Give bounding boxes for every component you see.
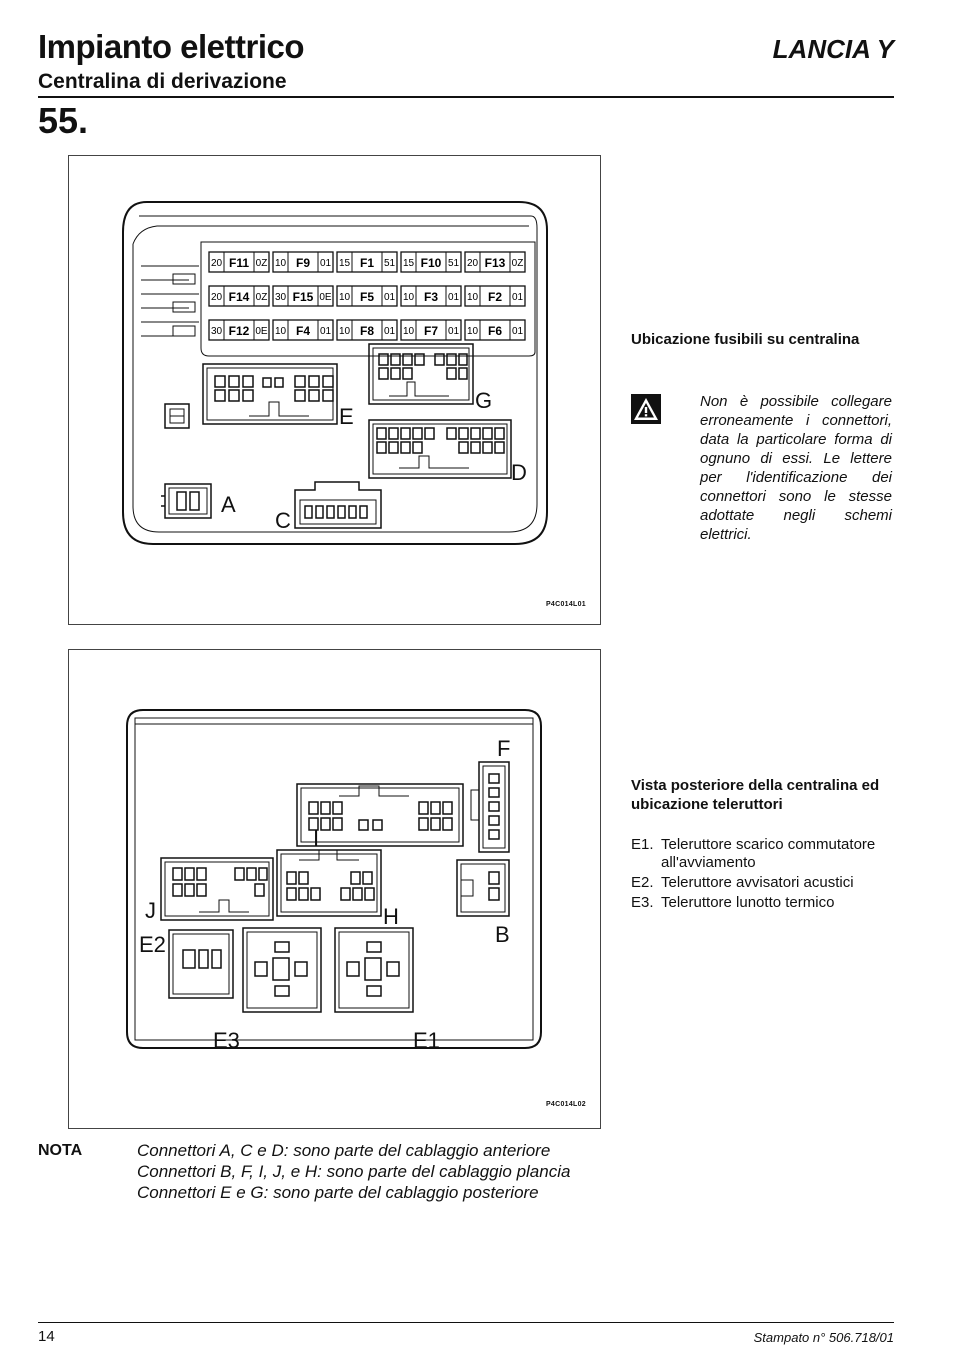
nota-label: NOTA	[38, 1142, 83, 1159]
relay-e3	[243, 928, 321, 1012]
fuse-amp-label: 10	[402, 292, 415, 303]
figure-fuse-box	[68, 155, 601, 625]
fuse-f4	[273, 320, 333, 340]
connector-e	[203, 364, 337, 424]
connector-b-label: B	[495, 922, 510, 947]
fuse-name-label: F4	[295, 324, 311, 338]
fuse-name-label: F10	[420, 256, 442, 270]
connector-i-label: I	[313, 826, 320, 851]
fuse-amp-label: 15	[338, 258, 351, 269]
connector-g	[369, 344, 473, 404]
fuse-amp-mirror-label: 0E	[255, 326, 268, 337]
connector-e-label: E	[339, 404, 354, 429]
fuse-name-label: F13	[484, 256, 506, 270]
fuse-amp-label: 10	[338, 292, 351, 303]
fuse-f5	[337, 286, 397, 306]
fuse-amp-label: 30	[274, 292, 287, 303]
fuse-amp-mirror-label: 01	[447, 292, 460, 303]
fuse-f13	[465, 252, 525, 272]
fuse-name-label: F2	[487, 290, 503, 304]
nota-line: Connettori B, F, I, J, e H: sono parte del cablaggio plancia	[137, 1162, 571, 1181]
relay-e1	[335, 928, 413, 1012]
fuse-amp-mirror-label: 51	[383, 258, 396, 269]
fuse-f15	[273, 286, 333, 306]
fuse-box-drawing	[69, 156, 600, 624]
warning-icon	[631, 394, 661, 429]
fuse-name-label: F15	[292, 290, 314, 304]
fuse-f11	[209, 252, 269, 272]
list-item: E1. Teleruttore scarico commutatore all'avviamento	[631, 836, 876, 871]
header-rule	[38, 96, 894, 98]
connector-b	[457, 860, 509, 916]
fuse-name-label: F6	[487, 324, 503, 338]
figure-code: P4C014L02	[545, 1101, 586, 1108]
relay-e1-label: E1	[413, 1028, 440, 1053]
relay-list	[631, 836, 893, 914]
page-subtitle: Centralina di derivazione	[38, 70, 287, 93]
warning-text: Non è possibile collegare erroneamente i connettori, data la particolare forma di ognuno di essi. Le lettere per l'identificazione dei connettori sono le stesse adottate negli schemi elettrici.	[700, 393, 892, 543]
fuse-rows	[209, 252, 525, 340]
fuse-amp-label: 20	[210, 292, 223, 303]
fuse-amp-mirror-label: 01	[319, 326, 332, 337]
relay-e3-label: E3	[213, 1028, 240, 1053]
figure-rear-view	[68, 649, 601, 1129]
fuse-amp-label: 10	[466, 326, 479, 337]
fuse-name-label: F12	[228, 324, 250, 338]
fuse-amp-mirror-label: 01	[383, 292, 396, 303]
brand-label: LANCIA Y	[772, 34, 894, 64]
connector-h-label: H	[383, 904, 399, 929]
fuse-f8	[337, 320, 397, 340]
fuse-amp-label: 30	[210, 326, 223, 337]
connector-h	[277, 850, 381, 916]
fuse-amp-label: 10	[402, 326, 415, 337]
fuse-location-heading: Ubicazione fusibili su centralina	[631, 331, 860, 348]
fuse-f12	[209, 320, 269, 340]
connector-f	[471, 762, 509, 852]
fuse-amp-label: 10	[466, 292, 479, 303]
connector-j-label: J	[145, 898, 156, 923]
nota-line: Connettori A, C e D: sono parte del cablaggio anteriore	[137, 1141, 551, 1160]
fuse-amp-label: 10	[338, 326, 351, 337]
fuse-name-label: F3	[423, 290, 439, 304]
fuse-amp-mirror-label: 0Z	[255, 292, 268, 303]
fuse-name-label: F7	[423, 324, 439, 338]
rear-view-heading: Vista posteriore della centralina ed ubicazione teleruttori	[631, 777, 880, 813]
fuse-amp-label: 10	[274, 326, 287, 337]
fuse-f14	[209, 286, 269, 306]
small-socket	[165, 404, 189, 428]
fuse-amp-label: 15	[402, 258, 415, 269]
fuse-f6	[465, 320, 525, 340]
figure-code: P4C014L01	[545, 601, 586, 608]
fuse-amp-mirror-label: 01	[319, 258, 332, 269]
fuse-amp-label: 10	[274, 258, 287, 269]
fuse-amp-mirror-label: 0Z	[511, 258, 524, 269]
fuse-amp-mirror-label: 0Z	[255, 258, 268, 269]
footer-rule	[38, 1322, 894, 1323]
connector-d-label: D	[511, 460, 527, 485]
fuse-amp-mirror-label: 01	[447, 326, 460, 337]
list-item: E2. Teleruttore avvisatori acustici	[631, 874, 854, 891]
connector-c	[295, 482, 381, 528]
fuse-f9	[273, 252, 333, 272]
fuse-f3	[401, 286, 461, 306]
fuse-f10	[401, 252, 461, 272]
fuse-amp-mirror-label: 01	[511, 326, 524, 337]
fuse-amp-mirror-label: 51	[447, 258, 460, 269]
connector-c-label: C	[275, 508, 291, 533]
page-title: Impianto elettrico	[38, 28, 305, 65]
print-reference: Stampato n° 506.718/01	[753, 1330, 894, 1345]
fuse-name-label: F1	[359, 256, 375, 270]
fuse-name-label: F11	[228, 256, 250, 270]
section-number: 55.	[38, 100, 89, 141]
fuse-amp-mirror-label: 01	[511, 292, 524, 303]
connector-a	[161, 484, 211, 518]
fuse-name-label: F5	[359, 290, 375, 304]
connector-j	[161, 858, 273, 920]
fuse-amp-label: 20	[210, 258, 223, 269]
list-item: E3. Teleruttore lunotto termico	[631, 894, 835, 911]
fuse-name-label: F14	[228, 290, 250, 304]
connector-d	[369, 420, 511, 478]
relay-e2	[169, 930, 233, 998]
fuse-amp-mirror-label: 0E	[319, 292, 332, 303]
fuse-name-label: F9	[295, 256, 311, 270]
page-number: 14	[38, 1328, 55, 1345]
nota-line: Connettori E e G: sono parte del cablaggio posteriore	[137, 1183, 539, 1202]
connector-a-label: A	[221, 492, 236, 517]
fuse-f2	[465, 286, 525, 306]
rear-view-drawing	[69, 650, 600, 1128]
fuse-amp-label: 20	[466, 258, 479, 269]
fuse-amp-mirror-label: 01	[383, 326, 396, 337]
connector-f-label: F	[497, 736, 511, 761]
fuse-name-label: F8	[359, 324, 375, 338]
connector-i	[297, 784, 463, 846]
fuse-f1	[337, 252, 397, 272]
connector-g-label: G	[475, 388, 493, 413]
relay-e2-label: E2	[139, 932, 166, 957]
fuse-f7	[401, 320, 461, 340]
